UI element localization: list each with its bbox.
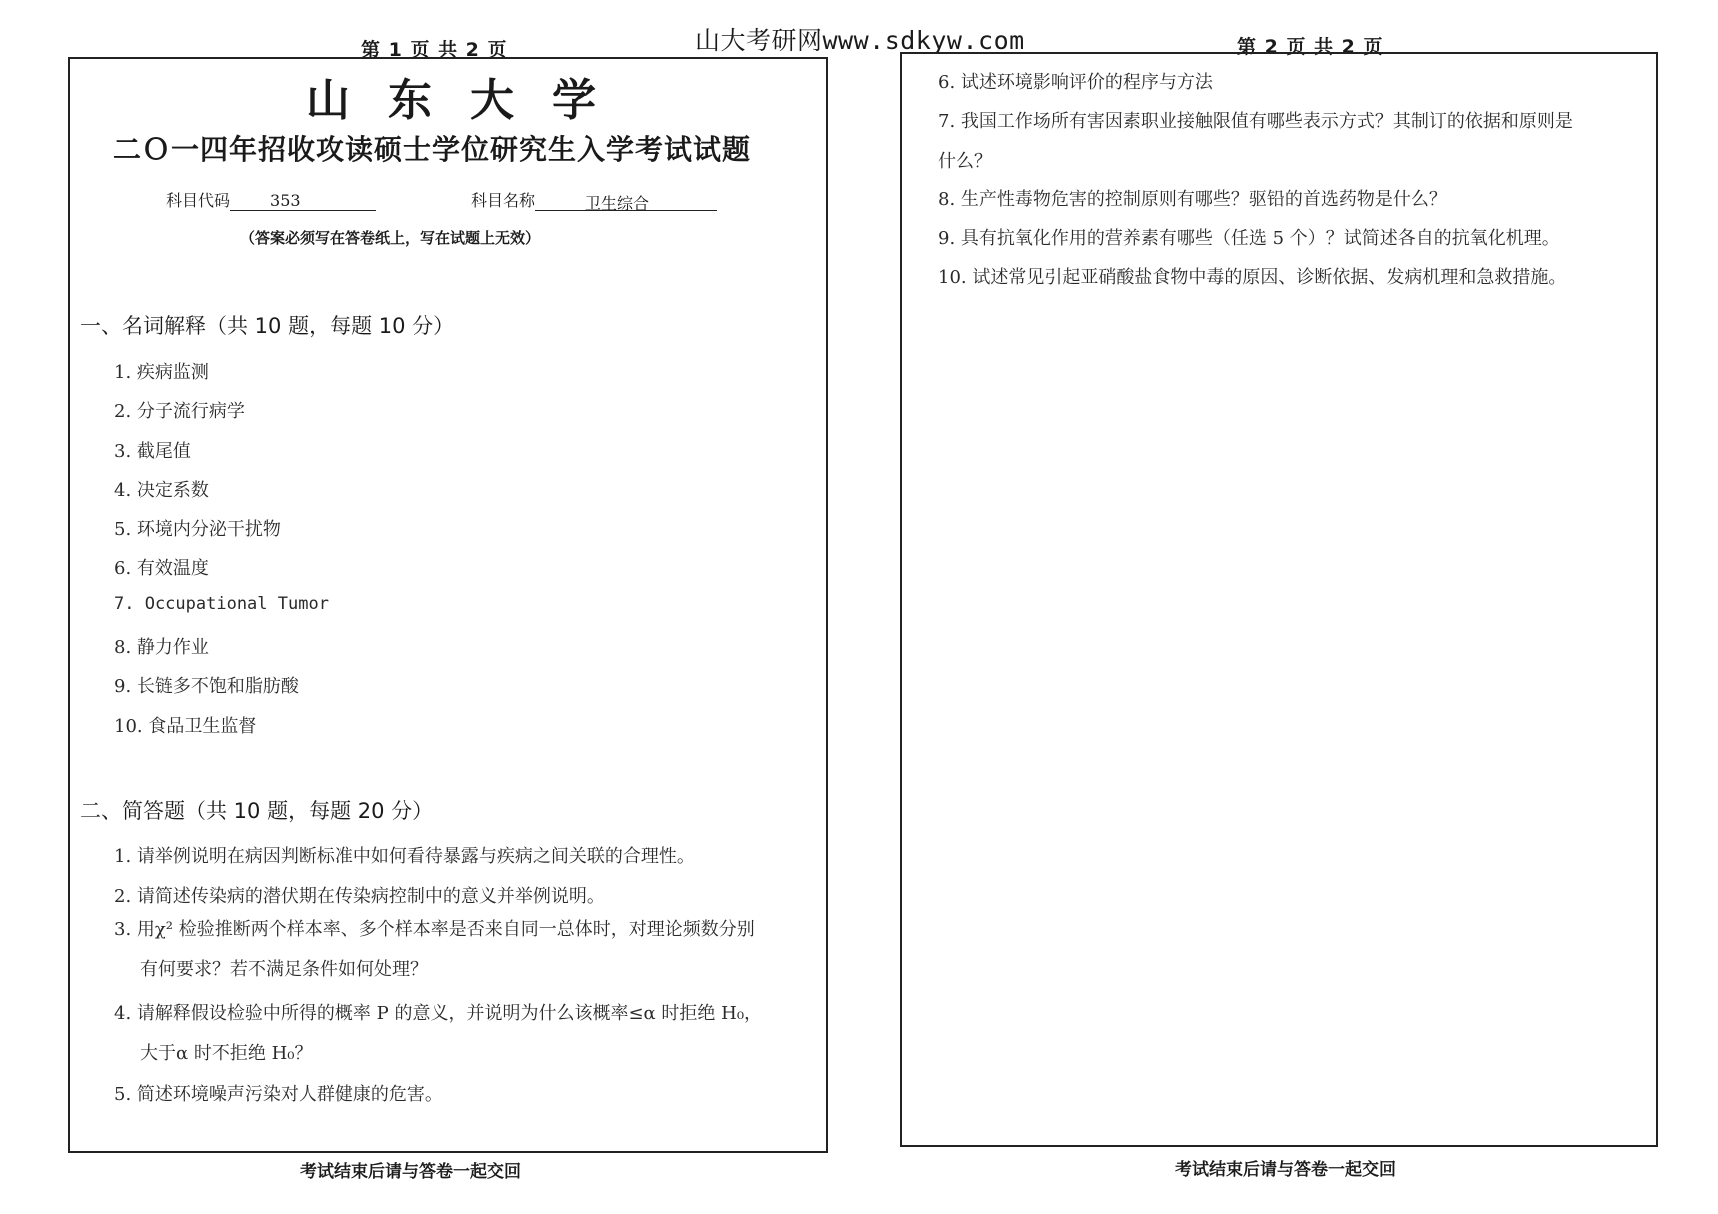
section1-item: 2. 分子流行病学 [114,401,245,422]
section2-line: 大于α 时不拒绝 H₀？ [140,1043,313,1064]
section2-line: 5. 简述环境噪声污染对人群健康的危害。 [114,1084,443,1105]
page2-frame [900,52,1658,1147]
page2-line: 10. 试述常见引起亚硝酸盐食物中毒的原因、诊断依据、发病机理和急救措施。 [938,267,1567,288]
university-title: 山东大学 [306,75,634,126]
subject-code-row [166,188,376,211]
section1-item: 8. 静力作业 [114,637,209,658]
exam-title: 二Ｏ一四年招收攻读硕士学位研究生入学考试试题 [113,133,752,166]
section1-item: 5. 环境内分泌干扰物 [114,519,281,540]
page2-line: 6. 试述环境影响评价的程序与方法 [938,72,1213,93]
subject-code-label: 科目代码 [166,191,231,210]
section1-item: 1. 疾病监测 [114,362,209,383]
section1-item: 10. 食品卫生监督 [114,716,257,737]
page2-footer: 考试结束后请与答卷一起交回 [1175,1160,1396,1180]
page2-header: 第 2 页 共 2 页 [1237,36,1384,58]
section2-title: 二、简答题（共 10 题，每题 20 分） [80,799,434,823]
page2-line: 什么？ [938,151,992,172]
section1-item: 6. 有效温度 [114,558,209,579]
section1-item: 9. 长链多不饱和脂肪酸 [114,676,299,697]
page1-footer: 考试结束后请与答卷一起交回 [300,1162,521,1182]
section1-item: 4. 决定系数 [114,480,209,501]
section1-item: 7. Occupational Tumor [114,594,329,614]
section2-line: 4. 请解释假设检验中所得的概率 P 的意义，并说明为什么该概率≤α 时拒绝 H₀， [114,1003,763,1024]
section1-item: 3. 截尾值 [114,441,191,462]
subject-name-value: 卫生综合 [585,194,650,213]
page1-header: 第 1 页 共 2 页 [361,39,508,61]
answer-notice: （答案必须写在答卷纸上，写在试题上无效） [240,229,541,247]
page2-line: 8. 生产性毒物危害的控制原则有哪些？驱铅的首选药物是什么？ [938,189,1447,210]
section2-line: 2. 请简述传染病的潜伏期在传染病控制中的意义并举例说明。 [114,886,605,907]
page2-line: 9. 具有抗氧化作用的营养素有哪些（任选 5 个）？试简述各自的抗氧化机理。 [938,228,1560,249]
subject-code-underline [230,191,376,211]
subject-code-value: 353 [270,191,301,210]
section2-line: 1. 请举例说明在病因判断标准中如何看待暴露与疾病之间关联的合理性。 [114,846,695,867]
subject-name-label: 科目名称 [471,191,536,210]
subject-name-underline [535,191,717,211]
section1-title: 一、名词解释（共 10 题，每题 10 分） [80,314,455,338]
section2-line: 3. 用χ² 检验推断两个样本率、多个样本率是否来自同一总体时，对理论频数分别 [114,919,755,940]
subject-name-row [471,188,717,211]
site-watermark: 山大考研网www.sdkyw.com [695,26,1025,55]
section2-line: 有何要求？若不满足条件如何处理？ [140,959,428,980]
page2-line: 7. 我国工作场所有害因素职业接触限值有哪些表示方式？其制订的依据和原则是 [938,111,1573,132]
